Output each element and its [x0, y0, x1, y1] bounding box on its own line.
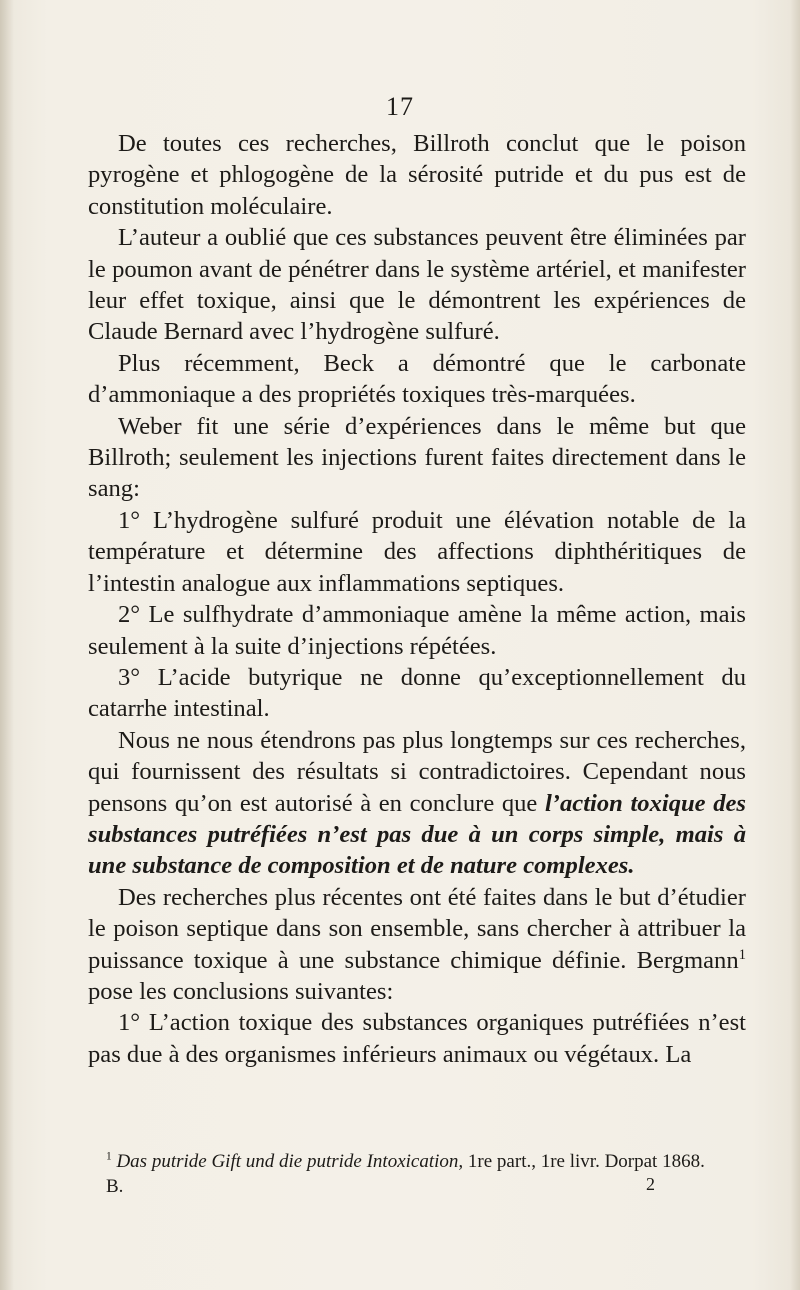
paragraph-conclusion [88, 725, 746, 882]
page-number: 17 [386, 92, 414, 121]
paragraph: Plus récemment, Beck a démontré que le carbonate d’ammoniaque a des propriétés toxiques très-marquées. [88, 349, 746, 409]
footnote-rest: 1re part., 1re livr. Dorpat 1868. [463, 1151, 705, 1172]
paragraph: Weber fit une série d’expériences dans le même but que Billroth; seulement les injections furent faites directement dans le sang: [88, 412, 746, 503]
binding-shadow [0, 0, 14, 1290]
paragraph: 2° Le sulfhydrate d’ammoniaque amène la même action, mais seulement à la suite d’injections répétées. [88, 601, 746, 660]
footnote-title: Das putride Gift und die putride Intoxication, [116, 1151, 464, 1172]
conclusion-text: Nous ne nous étendrons pas plus longtemps sur ces recherches, qui fournissent des résultats si contradictoires. Cependant nous pensons qu’on est autorisé à en conclure que [88, 726, 746, 817]
paragraph-bergmann [88, 882, 746, 1008]
footnote [106, 1150, 746, 1174]
bergmann-text: Des recherches plus récentes ont été faites dans le but d’étudier le poison septique dans son ensemble, sans chercher à attribuer la puissance toxique à une substance chimique définie. Bergmann [88, 883, 746, 974]
paragraph: 1° L’action toxique des substances organiques putréfiées n’est pas due à des organismes inférieurs animaux ou végétaux. La [88, 1009, 746, 1068]
paragraph: De toutes ces recherches, Billroth conclut que le poison pyrogène et phlogogène de la sérosité putride et du pus est de constitution moléculaire. [88, 130, 746, 220]
signature-mark: B. [106, 1176, 124, 1197]
paragraph: 3° L’acide butyrique ne donne qu’exceptionnellement du catarrhe intestinal. [88, 663, 746, 723]
page-edge [790, 0, 800, 1290]
paragraph: 1° L’hydrogène sulfuré produit une élévation notable de la température et détermine des affections diphthéritiques de l’intestin analogue aux inflammations septiques. [88, 506, 746, 597]
footnote-mark: 1 [106, 1150, 112, 1163]
bergmann-text-end: pose les conclusions suivantes: [88, 977, 394, 1005]
conclusion-italic: l’action toxique des substances putréfiées n’est pas due à un corps simple, mais à une substance de composition et de nature complexes. [88, 789, 746, 880]
paragraph: L’auteur a oublié que ces substances peuvent être éliminées par le poumon avant de pénétrer dans le système artériel, et manifester leur effet toxique, ainsi que le démontrent les expériences de Claude Bernard avec l’hydrogène sulfuré. [88, 224, 746, 346]
body-text [88, 128, 746, 1070]
signature-number: 2 [646, 1174, 655, 1194]
footnote-ref[interactable]: 1 [738, 946, 746, 963]
